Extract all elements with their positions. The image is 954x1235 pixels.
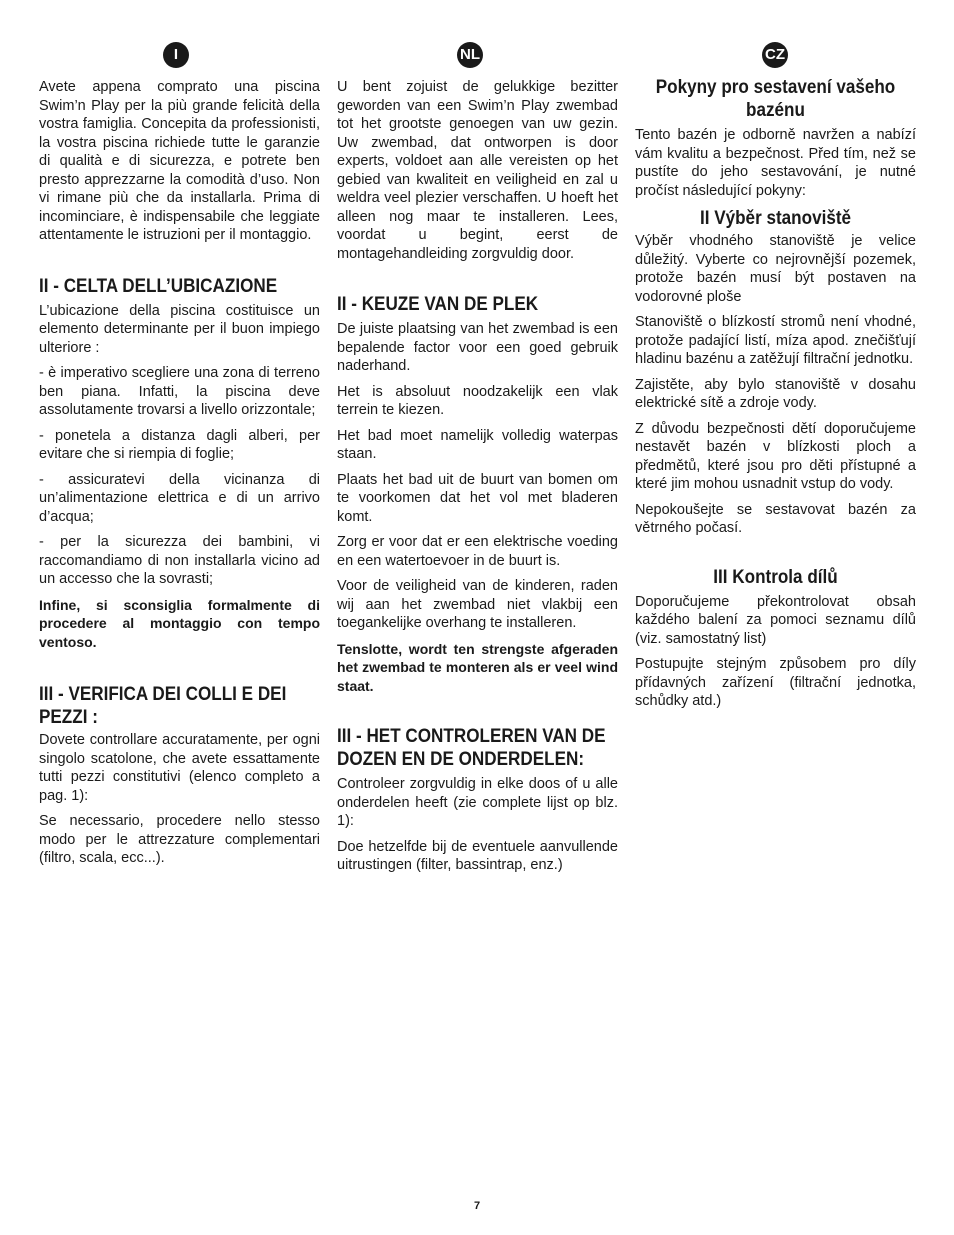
section-heading: III - VERIFICA DEI COLLI E DEI PEZZI :	[39, 684, 287, 728]
section-heading: II - KEUZE VAN DE PLEK	[337, 294, 539, 315]
paragraph: - assicuratevi della vicinanza di un’alimentazione elettrica e di un arrivo d’acqua;	[39, 471, 320, 525]
section-heading: II - CELTA DELL’UBICAZIONE	[39, 275, 278, 297]
warning-paragraph: Tenslotte, wordt ten strengste afgeraden het zwembad te monteren als er veel wind staat.	[337, 640, 618, 694]
paragraph: Stanoviště o blízkostí stromů není vhodné, protože padající listí, míza apod. znečišťují hladinu bazénu a zatěžují filtrační jednotku.	[635, 314, 916, 367]
intro-paragraph: Avete appena comprato una piscina Swim’n Play per la più grande felicità della vostra famiglia. Concepita da professionisti, la vostra piscina richiede tutte le garanzie di qualità e di sicurezza, e potrete ben presto apprezzarne la comodità d’uso. Non vi rimane più che da installarla. Prima di incominciare, è indispensabile che leggiate attentamente le istruzioni per il montaggio.	[39, 79, 320, 243]
page-number: 7	[473, 1200, 481, 1212]
language-badge-cz: CZ	[762, 42, 788, 68]
paragraph: Dovete controllare accuratamente, per ogni singolo scatolone, che avete essattamente tutti pezzi constitutivi (elenco completo a pag. 1):	[39, 732, 320, 804]
paragraph: - per la sicurezza dei bambini, vi raccomandiamo di non installarla vicino ad un accesso che la sovrasti;	[39, 534, 320, 587]
section-heading: III - HET CONTROLEREN VAN DE DOZEN EN DE ONDERDELEN:	[337, 726, 606, 770]
intro-paragraph: U bent zojuist de gelukkige bezitter geworden van een Swim’n Play zwembad tot het grootste genoegen van uw gezin. Uw zwembad, dat ontworpen is door experts, voldoet aan alle vereisten op het gebied van kwaliteit en veiligheid en zal u weldra veel plezier verschaffen. U hoeft het alleen nog maar te installeren. Lees, voordat u begint, eerst de montagehandleiding zorgvuldig door.	[337, 79, 618, 262]
paragraph: Doe hetzelfde bij de eventuele aanvullende uitrustingen (filter, bassintrap, enz.)	[337, 838, 618, 873]
paragraph: - è imperativo scegliere una zona di terreno ben piana. Infatti, la piscina deve assolutamente trovarsi a livello orizzontale;	[39, 365, 320, 418]
paragraph: L’ubicazione della piscina costituisce un elemento determinante per il buon impiego ulteriore :	[39, 302, 320, 356]
paragraph: Postupujte stejným způsobem pro díly přídavných zařízení (filtrační jednotka, schůdky atd.)	[635, 656, 916, 709]
intro-paragraph: Tento bazén je odborně navržen a nabízí vám kvalitu a bezpečnost. Před tím, než se pustíte do jeho sestavování, je nutné pročíst následující pokyny:	[635, 127, 916, 199]
paragraph: Zajistěte, aby bylo stanoviště v dosahu elektrické sítě a zdroje vody.	[635, 376, 916, 411]
paragraph: Controleer zorgvuldig in elke doos of u alle onderdelen heeft (zie complete lijst op blz. 1):	[337, 776, 618, 829]
section-heading: II Výběr stanoviště	[699, 208, 852, 229]
paragraph: Zorg er voor dat er een elektrische voeding en een watertoevoer in de buurt is.	[337, 534, 618, 569]
paragraph: Plaats het bad uit de buurt van bomen om te voorkomen dat het vol met bladeren komt.	[337, 471, 618, 525]
paragraph: - ponetela a distanza dagli alberi, per evitare che si riempia di foglie;	[39, 427, 320, 462]
paragraph: Voor de veiligheid van de kinderen, raden wij aan het zwembad niet vlakbij een toegankelijke overhang te installeren.	[337, 578, 618, 631]
paragraph: Het bad moet namelijk volledig waterpas staan.	[337, 427, 618, 462]
language-badge-it: I	[163, 42, 189, 68]
paragraph: Z důvodu bezpečnosti dětí doporučujeme nestavět bazén v blízkosti ploch a předmětů, které jsou pro děti přístupné a které jim mohou usnadnit vstup do vody.	[635, 420, 916, 492]
warning-paragraph: Infine, si sconsiglia formalmente di procedere al montaggio con tempo ventoso.	[39, 596, 320, 650]
paragraph: Se necessario, procedere nello stesso modo per le attrezzature complementari (filtro, scala, ecc...).	[39, 813, 320, 866]
paragraph: Doporučujeme překontrolovat obsah každého balení za pomoci seznamu dílů (viz. samostatný list)	[635, 593, 916, 647]
paragraph: Nepokoušejte se sestavovat bazén za větrného počasí.	[635, 501, 916, 536]
paragraph: De juiste plaatsing van het zwembad is een bepalende factor voor een goed gebruik naderhand.	[337, 321, 618, 374]
language-badge-nl: NL	[457, 42, 483, 68]
paragraph: Výběr vhodného stanoviště je velice důležitý. Vyberte co nejrovnější pozemek, protože bazén musí být postaven na vodorovné ploše	[635, 233, 916, 305]
page-title: Pokyny pro sestavení vašeho bazénu	[655, 77, 896, 121]
section-heading: III Kontrola dílů	[713, 566, 838, 588]
paragraph: Het is absoluut noodzakelijk een vlak terrein te kiezen.	[337, 383, 618, 418]
